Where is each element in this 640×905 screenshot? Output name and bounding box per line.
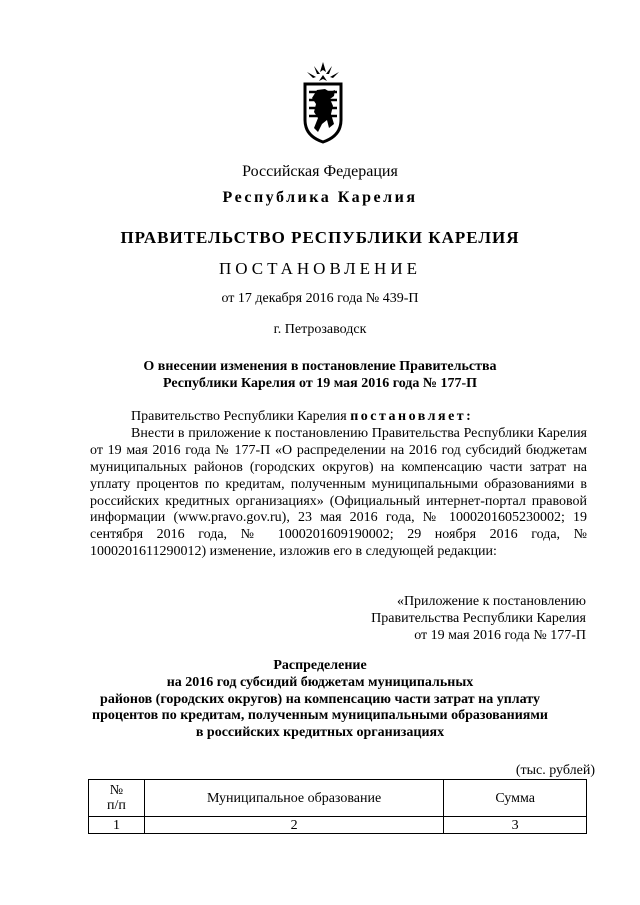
header-number-abbrev: п/п	[107, 798, 126, 813]
government-name: ПРАВИТЕЛЬСТВО РЕСПУБЛИКИ КАРЕЛИЯ	[120, 228, 520, 247]
header-number-symbol: №	[109, 783, 124, 798]
column-number-1: 1	[89, 817, 145, 834]
appendix-line-2: Правительства Республики Карелия	[371, 611, 586, 626]
document-title	[0, 358, 640, 392]
appendix-reference	[320, 593, 586, 644]
header-municipality-cell: Муниципальное образование	[144, 780, 443, 817]
table-unit-note: (тыс. рублей)	[515, 763, 595, 778]
body-prefix: Правительство Республики Карелия	[131, 409, 351, 424]
title-line-1: О внесении изменения в постановление Правительства	[143, 359, 497, 374]
distribution-title	[0, 658, 640, 742]
column-number-2: 2	[144, 817, 443, 834]
distribution-table	[88, 779, 587, 834]
distribution-line-5: в российских кредитных организациях	[195, 725, 445, 741]
header-number-cell	[89, 780, 145, 817]
header-amount-cell: Сумма	[444, 780, 587, 817]
document-date-number: от 17 декабря 2016 года № 439-П	[221, 291, 419, 306]
distribution-line-4: процентов по кредитам, полученным муниципальными образованиями	[92, 708, 548, 724]
title-line-2: Республики Карелия от 19 мая 2016 года № 177-П	[162, 376, 478, 391]
column-number-3: 3	[444, 817, 587, 834]
body-paragraph-1	[90, 409, 587, 426]
appendix-line-1: «Приложение к постановлению	[396, 594, 586, 609]
distribution-line-3: районов (городских округов) на компенсацию части затрат на уплату	[100, 691, 540, 707]
document-city: г. Петрозаводск	[273, 322, 367, 337]
republic-name: Республика Карелия	[222, 189, 418, 206]
distribution-line-1: Распределение	[273, 658, 367, 673]
table-column-number-row	[89, 817, 587, 834]
body-paragraph-2: Внести в приложение к постановлению Правительства Республики Карелия от 19 мая 2016 года № 177-П «О распределении на 2016 год субсидий бюджетам муниципальных районов (городских округов) на компенсацию части затрат на уплату процентов по кредитам, полученным муниципальными образованиями в российских кредитных организациях» (Официальный интернет-портал правовой информации (www.pravo.gov.ru), 23 мая 2016 года, № 1000201605230002; 19 сентября 2016 года, № 1000201609190002; 29 ноября 2016 года, № 1000201611290012) изменение, изложив его в следующей редакции:	[90, 425, 587, 560]
distribution-line-2: на 2016 год субсидий бюджетам муниципальных	[166, 674, 474, 690]
table-header-row	[89, 780, 587, 817]
document-type: ПОСТАНОВЛЕНИЕ	[218, 259, 421, 278]
karelia-coat-of-arms-icon	[300, 62, 346, 144]
appendix-line-3: от 19 мая 2016 года № 177-П	[414, 628, 586, 643]
resolves-word: постановляет:	[350, 409, 474, 424]
country-name: Российская Федерация	[242, 163, 398, 180]
document-body	[90, 409, 587, 561]
